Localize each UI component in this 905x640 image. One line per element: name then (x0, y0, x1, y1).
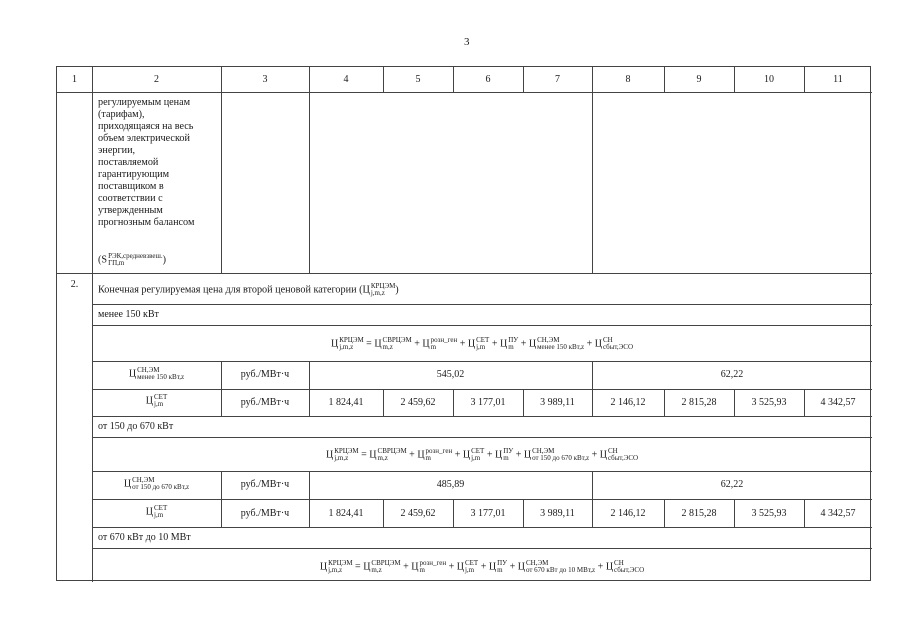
rule-g2-formula (92, 471, 872, 472)
value-cell: 3 989,11 (540, 508, 575, 519)
value-cell: 62,22 (720, 369, 744, 380)
tariff-table (56, 66, 871, 581)
value-cell: 485,89 (436, 479, 465, 490)
rule-g1-title (92, 325, 872, 326)
value-cell: 2 815,28 (681, 397, 717, 408)
page-number: 3 (464, 36, 470, 48)
value-cell: 4 342,57 (820, 397, 856, 408)
group-title: от 150 до 670 кВт (98, 421, 174, 432)
row-symbol: Ц СН,ЭМ менее 150 кВт,z (128, 366, 185, 381)
group-title: от 670 кВт до 10 МВт (98, 532, 191, 543)
unit-cell: руб./МВт·ч (240, 369, 290, 380)
unit-cell: руб./МВт·ч (240, 479, 290, 490)
value-cell: 545,02 (436, 369, 465, 380)
formula: Ц КРЦЭМ j,m,z = Ц СВРЦЭМ m,z + Ц розн_ген m + Ц СЕТ j,m + Ц ПУ m + Ц СН,ЭМ от 150 до 670 кВт,z + Ц СН сбыт,ЭСО (325, 447, 639, 462)
row-symbol: Ц СН,ЭМ от 150 до 670 кВт,z (123, 476, 190, 491)
value-cell: 3 177,01 (470, 508, 506, 519)
rule-col3 (309, 67, 310, 273)
header-cell: 8 (625, 74, 631, 85)
header-cell: 6 (485, 74, 491, 85)
header-cell: 7 (555, 74, 560, 85)
value-cell: 4 342,57 (820, 508, 856, 519)
rule-g2-title (92, 437, 872, 438)
formula: Ц КРЦЭМ j,m,z = Ц СВРЦЭМ m,z + Ц розн_ген m + Ц СЕТ j,m + Ц ПУ m + Ц СН,ЭМ менее 150 кВт,z + Ц СН сбыт,ЭСО (330, 336, 634, 351)
rule-header (57, 92, 872, 93)
row-symbol: Ц СЕТ j,m (145, 504, 168, 519)
section-title: Конечная регулируемая цена для второй ценовой категории (Ц КРЦЭМ j,m,z ) (98, 282, 399, 297)
value-cell: 62,22 (720, 479, 744, 490)
rule-g2-rowb (92, 527, 872, 528)
rule-col7 (592, 67, 593, 273)
rule-g3-title (92, 548, 872, 549)
rule-row1 (57, 273, 872, 274)
value-cell: 3 989,11 (540, 397, 575, 408)
group-title: менее 150 кВт (98, 309, 159, 320)
value-cell: 1 824,41 (328, 508, 364, 519)
header-cell: 5 (415, 74, 421, 85)
rule-s2-title (92, 304, 872, 305)
unit-cell: руб./МВт·ч (240, 397, 290, 408)
rule-g2-rowa (92, 499, 872, 500)
rule-g1-formula (92, 361, 872, 362)
header-cell: 4 (343, 74, 349, 85)
value-cell: 2 815,28 (681, 508, 717, 519)
header-cell: 10 (764, 74, 774, 85)
header-cell: 11 (833, 74, 843, 85)
header-cell: 1 (72, 74, 77, 85)
rule-g1-rowa (92, 389, 872, 390)
row-description: регулируемым ценам (тарифам), приходящаяся на весь объем электрической энергии, поставляемой гарантирующим поставщиком в соответствии с утвержденным прогнозным балансом (98, 97, 195, 228)
rule-g1-rowb (92, 416, 872, 417)
value-cell: 2 459,62 (400, 397, 436, 408)
value-cell: 2 146,12 (610, 508, 646, 519)
value-cell: 3 525,93 (751, 397, 787, 408)
value-cell: 2 459,62 (400, 508, 436, 519)
row-symbol: Ц СЕТ j,m (145, 393, 168, 408)
value-cell: 1 824,41 (328, 397, 364, 408)
description-symbol: (S РЭК,средневзвеш. ГП,m ) (98, 252, 167, 267)
unit-cell: руб./МВт·ч (240, 508, 290, 519)
value-cell: 2 146,12 (610, 397, 646, 408)
value-cell: 3 525,93 (751, 508, 787, 519)
header-cell: 9 (696, 74, 702, 85)
header-cell: 3 (262, 74, 268, 85)
value-cell: 3 177,01 (470, 397, 506, 408)
formula: Ц КРЦЭМ j,m,z = Ц СВРЦЭМ m,z + Ц розн_ген m + Ц СЕТ j,m + Ц ПУ m + Ц СН,ЭМ от 670 кВт до 10 МВт,z + Ц СН сбыт,ЭСО (319, 559, 645, 574)
section-number: 2. (70, 279, 79, 290)
header-cell: 2 (154, 74, 159, 85)
